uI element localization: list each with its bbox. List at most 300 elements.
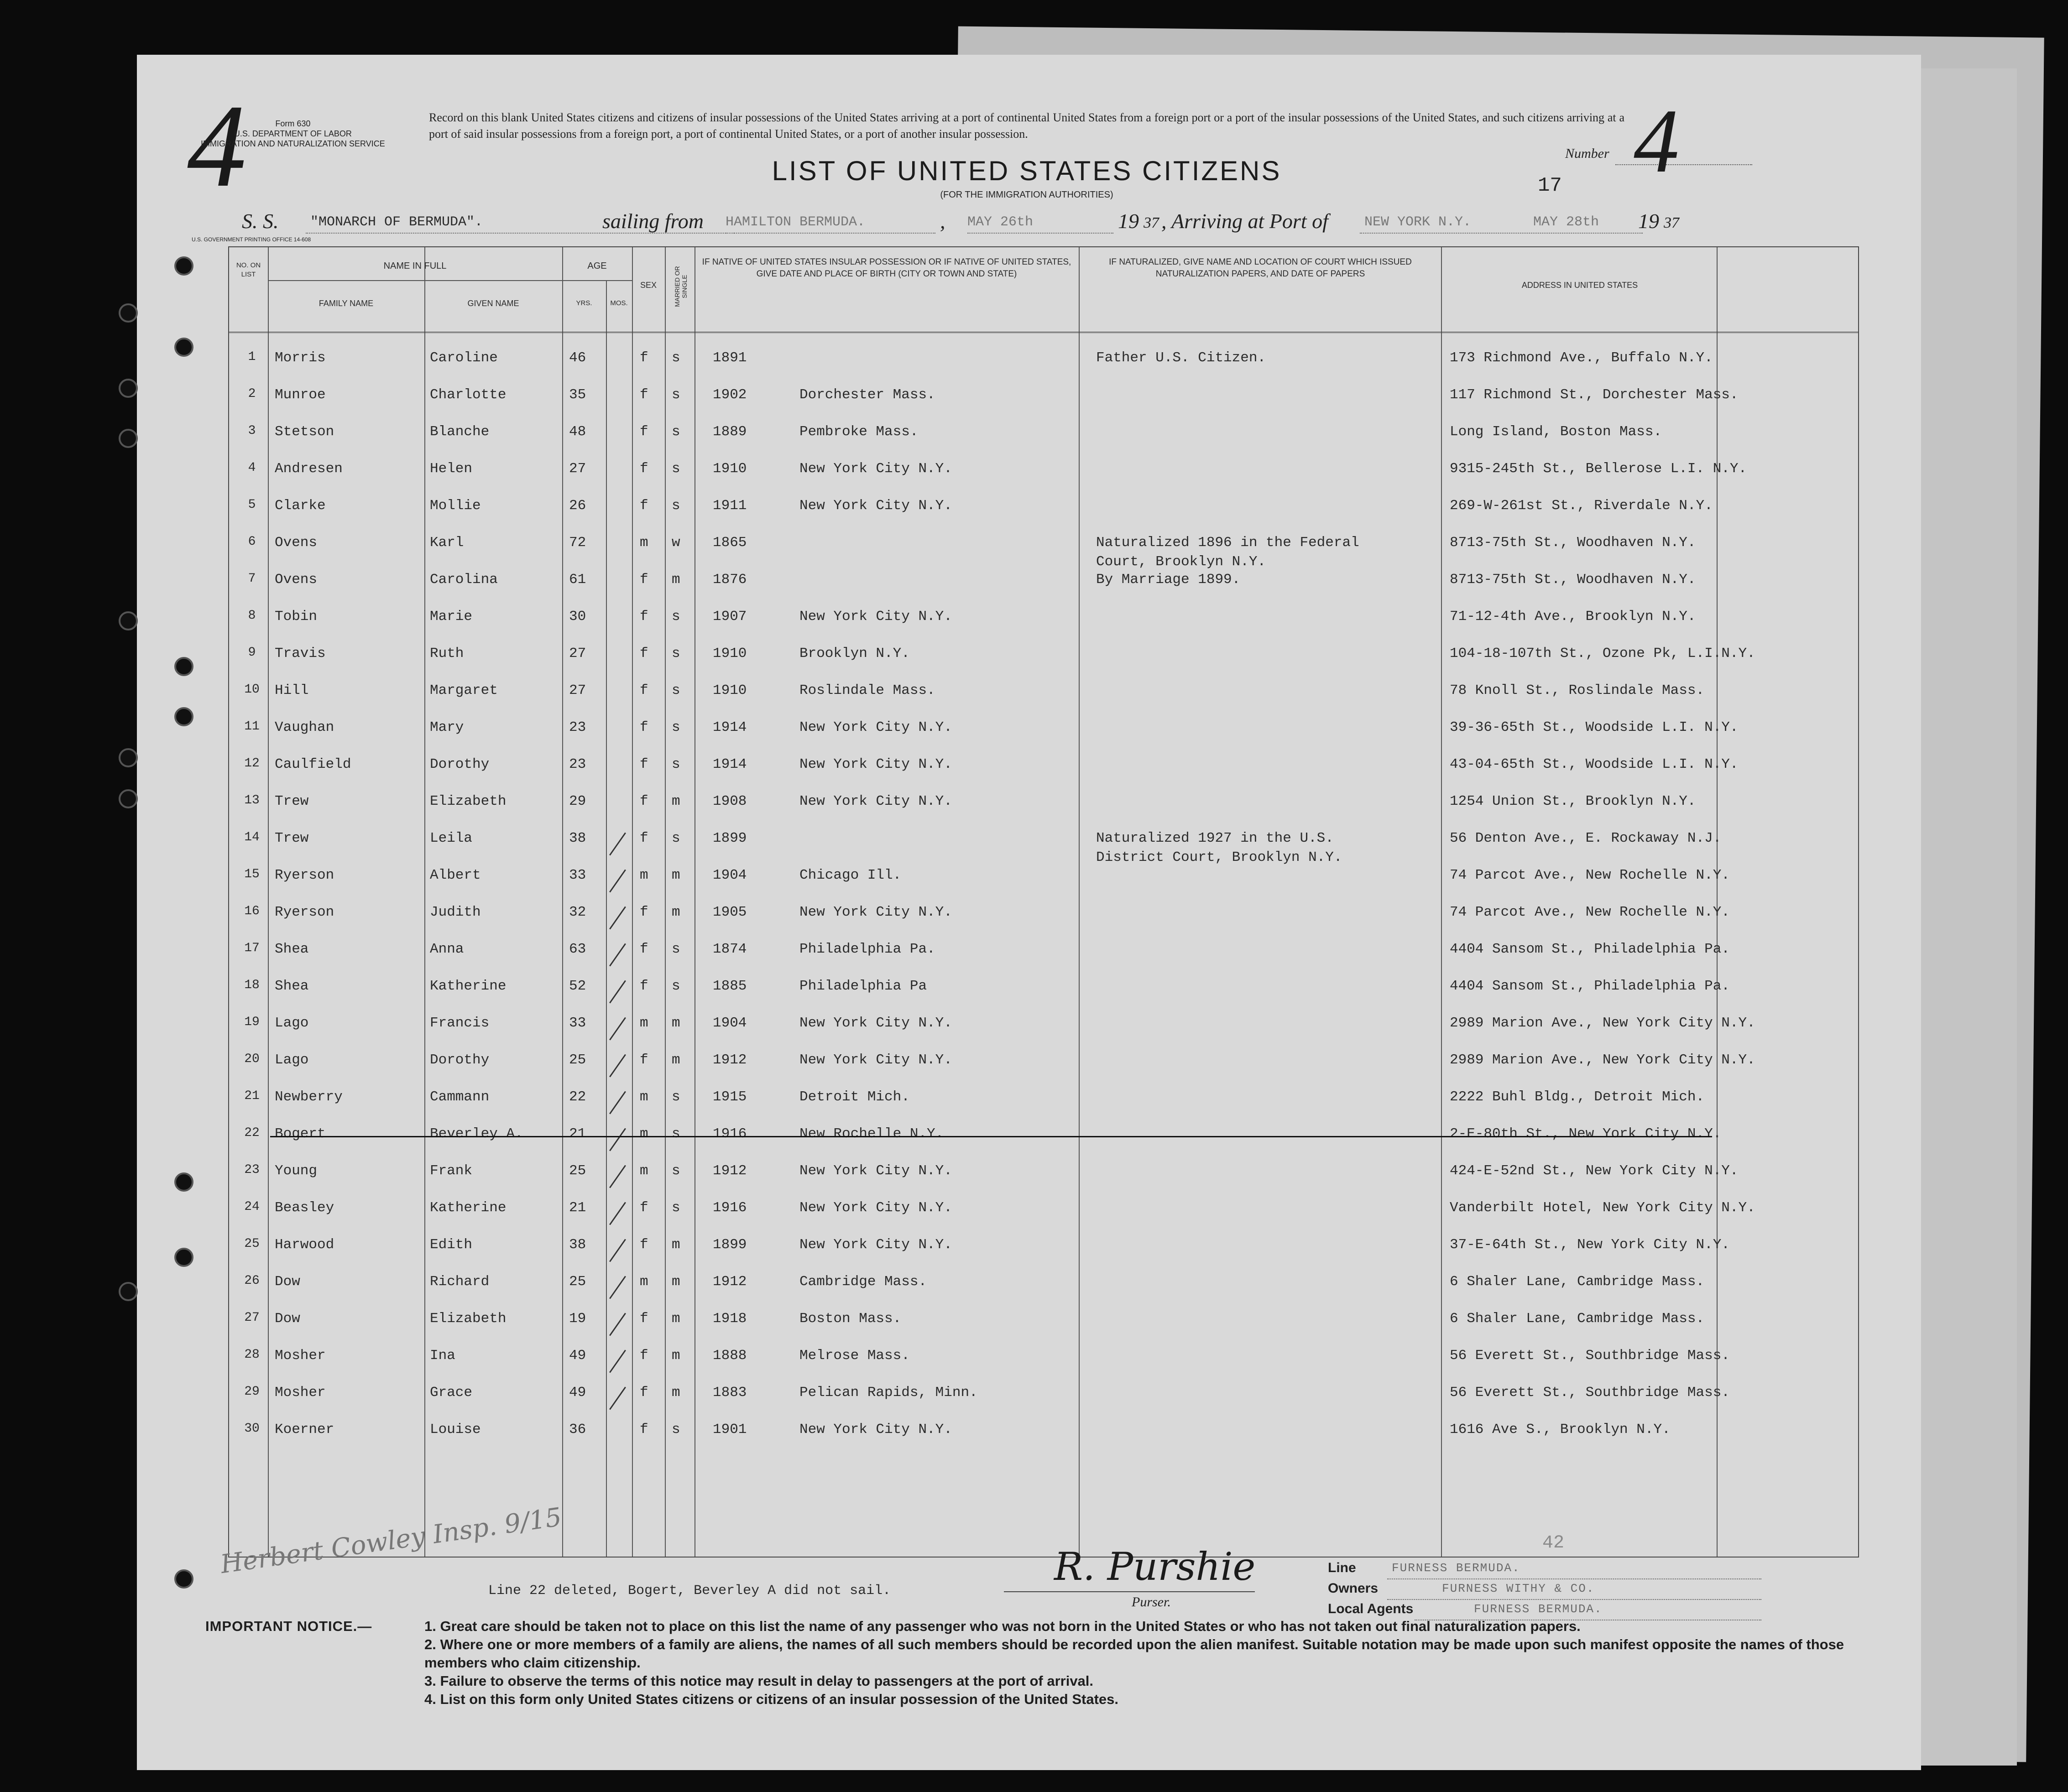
sex: f <box>640 793 648 809</box>
birth-place: New Rochelle N.Y. <box>799 1126 944 1142</box>
sex: f <box>640 978 648 994</box>
address: 6 Shaler Lane, Cambridge Mass. <box>1450 1311 1705 1327</box>
row-number: 6 <box>248 535 256 549</box>
given-name: Cammann <box>430 1089 490 1105</box>
ditto-mark <box>609 833 626 856</box>
birth-year: 1874 <box>713 941 747 957</box>
ss-label: S. S. <box>242 209 279 233</box>
age-years: 63 <box>569 941 586 957</box>
binder-hole <box>119 379 138 398</box>
marital-status: s <box>672 387 680 403</box>
age-years: 33 <box>569 1015 586 1031</box>
record-instructions: Record on this blank United States citizens and citizens of insular possessions of the United States arriving at a port of continental United States from a foreign port or a port of the insular possessions of the United States, and such citizens arriving at a port of said insular possessions from a foreign port, a port of continental United States, or a port of another insular possession. <box>429 111 1624 141</box>
deletion-note: Line 22 deleted, Bogert, Beverley A did not sail. <box>488 1583 891 1599</box>
naturalization: Naturalized 1927 in the U.S. <box>1096 830 1334 846</box>
birth-year: 1912 <box>713 1052 747 1068</box>
row-number: 13 <box>244 793 260 807</box>
ditto-mark <box>609 1017 626 1041</box>
birth-year: 1876 <box>713 572 747 588</box>
family-name: Shea <box>275 978 309 994</box>
number-label: Number <box>1565 146 1609 161</box>
row-number: 19 <box>244 1015 260 1029</box>
address: 269-W-261st St., Riverdale N.Y. <box>1450 498 1713 514</box>
ship-name: "MONARCH OF BERMUDA". <box>310 214 483 230</box>
table-row <box>229 1422 1858 1458</box>
age-years: 23 <box>569 719 586 735</box>
birth-year: 1914 <box>713 719 747 735</box>
sex: f <box>640 1237 648 1253</box>
age-years: 38 <box>569 1237 586 1253</box>
row-number: 10 <box>244 682 260 697</box>
row-number: 12 <box>244 756 260 771</box>
table-row <box>229 719 1858 756</box>
given-name: Dorothy <box>430 756 490 772</box>
address: 2989 Marion Ave., New York City N.Y. <box>1450 1052 1755 1068</box>
age-years: 26 <box>569 498 586 514</box>
marital-status: s <box>672 350 680 366</box>
table-row <box>229 756 1858 793</box>
age-years: 49 <box>569 1348 586 1364</box>
birth-year: 1902 <box>713 387 747 403</box>
table-row <box>229 867 1858 904</box>
row-number: 9 <box>248 646 256 660</box>
ditto-mark <box>609 1350 626 1373</box>
age-years: 35 <box>569 387 586 403</box>
given-name: Helen <box>430 461 473 477</box>
marital-status: s <box>672 1163 680 1179</box>
age-years: 21 <box>569 1126 586 1142</box>
address: 104-18-107th St., Ozone Pk, L.I.N.Y. <box>1450 646 1755 662</box>
marital-status: m <box>672 1385 680 1401</box>
family-name: Trew <box>275 830 309 846</box>
col-address: ADDRESS IN UNITED STATES <box>1521 281 1638 290</box>
row-number: 23 <box>244 1163 260 1177</box>
document-subtitle: (FOR THE IMMIGRATION AUTHORITIES) <box>940 190 1113 200</box>
row-number: 21 <box>244 1089 260 1103</box>
family-name: Stetson <box>275 424 334 440</box>
given-name: Edith <box>430 1237 473 1253</box>
table-row <box>229 904 1858 941</box>
row-number: 24 <box>244 1200 260 1214</box>
address: 37-E-64th St., New York City N.Y. <box>1450 1237 1730 1253</box>
family-name: Koerner <box>275 1422 334 1438</box>
notice-item: 3. Failure to observe the terms of this notice may result in delay to passengers at the port of arrival. <box>424 1673 1094 1689</box>
family-name: Mosher <box>275 1385 326 1401</box>
birth-place: Melrose Mass. <box>799 1348 910 1364</box>
agents-value: FURNESS BERMUDA. <box>1474 1602 1603 1616</box>
arriving-label: , Arriving at Port of <box>1161 209 1328 233</box>
sex: f <box>640 904 648 920</box>
given-name: Karl <box>430 535 464 551</box>
birth-year: 1914 <box>713 756 747 772</box>
ditto-mark <box>609 906 626 930</box>
birth-place: New York City N.Y. <box>799 719 952 735</box>
binder-hole <box>174 338 193 357</box>
age-years: 29 <box>569 793 586 809</box>
page-number: 17 <box>1538 174 1562 197</box>
row-number: 30 <box>244 1422 260 1436</box>
table-row <box>229 609 1858 645</box>
given-name: Leila <box>430 830 473 846</box>
given-name: Judith <box>430 904 481 920</box>
ditto-mark <box>609 1091 626 1115</box>
binder-hole <box>119 789 138 808</box>
sex: f <box>640 1052 648 1068</box>
number-value: 4 <box>1634 91 1679 192</box>
row-number: 26 <box>244 1274 260 1288</box>
notice-item: 4. List on this form only United States citizens or citizens of an insular possession of the United States. <box>424 1691 1118 1707</box>
row-number: 29 <box>244 1385 260 1399</box>
marital-status: s <box>672 646 680 662</box>
age-years: 32 <box>569 904 586 920</box>
col-naturalized: IF NATURALIZED, GIVE NAME AND LOCATION OF COURT WHICH ISSUED NATURALIZATION PAPERS, AND DATE OF PAPERS <box>1109 257 1412 279</box>
binder-hole <box>174 256 193 276</box>
age-years: 49 <box>569 1385 586 1401</box>
document-title: LIST OF UNITED STATES CITIZENS <box>772 156 1282 186</box>
sex: m <box>640 1163 648 1179</box>
owners-label: Owners <box>1328 1581 1379 1596</box>
arrival-port: NEW YORK N.Y. <box>1364 214 1472 230</box>
col-sex: SEX <box>640 281 657 290</box>
age-years: 72 <box>569 535 586 551</box>
sex: f <box>640 646 648 662</box>
birth-year: 1910 <box>713 682 747 698</box>
row-number: 20 <box>244 1052 260 1066</box>
service-label: IMMIGRATION AND NATURALIZATION SERVICE <box>201 139 385 148</box>
sex: f <box>640 350 648 366</box>
table-row <box>229 1015 1858 1052</box>
given-name: Dorothy <box>430 1052 490 1068</box>
birth-place: Brooklyn N.Y. <box>799 646 910 662</box>
birth-year: 1904 <box>713 867 747 883</box>
given-name: Ina <box>430 1348 455 1364</box>
table-row <box>229 424 1858 460</box>
passenger-table <box>228 246 1859 1558</box>
given-name: Marie <box>430 609 473 625</box>
age-years: 27 <box>569 646 586 662</box>
family-name: Clarke <box>275 498 326 514</box>
address: 78 Knoll St., Roslindale Mass. <box>1450 682 1705 698</box>
row-number: 4 <box>248 461 256 475</box>
given-name: Louise <box>430 1422 481 1438</box>
age-years: 46 <box>569 350 586 366</box>
ditto-mark <box>609 943 626 967</box>
given-name: Charlotte <box>430 387 507 403</box>
binder-hole <box>174 1172 193 1192</box>
printer-imprint: U.S. GOVERNMENT PRINTING OFFICE 14-608 <box>192 236 311 243</box>
family-name: Harwood <box>275 1237 334 1253</box>
family-name: Travis <box>275 646 326 662</box>
marital-status: m <box>672 572 680 588</box>
binder-hole <box>174 1248 193 1267</box>
sex: f <box>640 461 648 477</box>
row-number: 2 <box>248 387 256 401</box>
row-number: 8 <box>248 609 256 623</box>
sex: m <box>640 535 648 551</box>
binder-hole <box>119 748 138 767</box>
departure-port: HAMILTON BERMUDA. <box>726 214 866 230</box>
row-number: 16 <box>244 904 260 918</box>
birth-place: Cambridge Mass. <box>799 1274 927 1290</box>
address: 1616 Ave S., Brooklyn N.Y. <box>1450 1422 1671 1438</box>
departure-year: 37 <box>1144 214 1159 231</box>
age-years: 19 <box>569 1311 586 1327</box>
birth-year: 1889 <box>713 424 747 440</box>
marital-status: m <box>672 1311 680 1327</box>
given-name: Caroline <box>430 350 498 366</box>
age-years: 23 <box>569 756 586 772</box>
age-years: 25 <box>569 1274 586 1290</box>
col-family-name: FAMILY NAME <box>319 299 374 308</box>
age-years: 30 <box>569 609 586 625</box>
inspector-signature: Herbert Cowley Insp. 9/15 <box>219 1502 564 1580</box>
table-row <box>229 1089 1858 1125</box>
departure-date-line <box>967 233 1113 234</box>
sailing-label: sailing from <box>602 209 704 233</box>
sex: f <box>640 424 648 440</box>
marital-status: s <box>672 830 680 846</box>
address: 74 Parcot Ave., New Rochelle N.Y. <box>1450 904 1730 920</box>
table-row <box>229 498 1858 534</box>
departure-date: MAY 26th <box>967 214 1034 230</box>
marital-status: m <box>672 1237 680 1253</box>
sex: f <box>640 830 648 846</box>
table-row <box>229 572 1858 608</box>
table-row <box>229 793 1858 830</box>
family-name: Lago <box>275 1015 309 1031</box>
address: 56 Denton Ave., E. Rockaway N.J. <box>1450 830 1722 846</box>
table-row <box>229 941 1858 978</box>
col-yrs: YRS. <box>576 299 592 307</box>
sex: f <box>640 609 648 625</box>
agents-label: Local Agents <box>1328 1601 1414 1616</box>
binder-hole <box>119 303 138 323</box>
marital-status: m <box>672 1015 680 1031</box>
given-name: Elizabeth <box>430 1311 507 1327</box>
sex: m <box>640 867 648 883</box>
row-number: 5 <box>248 498 256 512</box>
naturalization-cont: Court, Brooklyn N.Y. <box>1096 554 1266 570</box>
address: 4404 Sansom St., Philadelphia Pa. <box>1450 978 1730 994</box>
birth-year: 1899 <box>713 1237 747 1253</box>
family-name: Ryerson <box>275 867 334 883</box>
birth-place: Boston Mass. <box>799 1311 902 1327</box>
given-name: Carolina <box>430 572 498 588</box>
family-name: Ovens <box>275 572 318 588</box>
table-row <box>229 1237 1858 1273</box>
family-name: Beasley <box>275 1200 334 1216</box>
birth-year: 1907 <box>713 609 747 625</box>
birth-year: 1910 <box>713 646 747 662</box>
binder-hole <box>119 611 138 630</box>
age-years: 61 <box>569 572 586 588</box>
age-years: 25 <box>569 1163 586 1179</box>
age-years: 36 <box>569 1422 586 1438</box>
birth-year: 1901 <box>713 1422 747 1438</box>
family-name: Newberry <box>275 1089 343 1105</box>
ditto-mark <box>609 1313 626 1336</box>
table-row <box>229 830 1858 867</box>
table-row <box>229 1348 1858 1384</box>
family-name: Ryerson <box>275 904 334 920</box>
marital-status: m <box>672 793 680 809</box>
departure-year-prefix: 19 <box>1118 209 1139 233</box>
age-years: 38 <box>569 830 586 846</box>
given-name: Frank <box>430 1163 473 1179</box>
birth-year: 1888 <box>713 1348 747 1364</box>
family-name: Caulfield <box>275 756 351 772</box>
ditto-mark <box>609 1128 626 1151</box>
col-given-name: GIVEN NAME <box>467 299 519 308</box>
given-name: Katherine <box>430 1200 507 1216</box>
marital-status: s <box>672 719 680 735</box>
address: 56 Everett St., Southbridge Mass. <box>1450 1348 1730 1364</box>
address: 2222 Buhl Bldg., Detroit Mich. <box>1450 1089 1705 1105</box>
address: 56 Everett St., Southbridge Mass. <box>1450 1385 1730 1401</box>
age-years: 33 <box>569 867 586 883</box>
naturalization-cont: District Court, Brooklyn N.Y. <box>1096 849 1342 865</box>
purser-label: Purser. <box>1132 1594 1171 1610</box>
marital-status: s <box>672 682 680 698</box>
table-row <box>229 1052 1858 1089</box>
notice-item: 1. Great care should be taken not to place on this list the name of any passenger who was not born in the United States or who has not taken out final naturalization papers. <box>424 1618 1581 1634</box>
birth-place: New York City N.Y. <box>799 1052 952 1068</box>
marital-status: s <box>672 978 680 994</box>
table-row <box>229 1274 1858 1310</box>
birth-place: New York City N.Y. <box>799 1422 952 1438</box>
binder-hole <box>174 657 193 676</box>
col-married-single: MARRIED OR SINGLE <box>674 266 688 307</box>
address: 71-12-4th Ave., Brooklyn N.Y. <box>1450 609 1696 625</box>
family-name: Shea <box>275 941 309 957</box>
birth-year: 1883 <box>713 1385 747 1401</box>
marital-status: s <box>672 1089 680 1105</box>
birth-place: New York City N.Y. <box>799 1163 952 1179</box>
family-name: Andresen <box>275 461 343 477</box>
sex: f <box>640 572 648 588</box>
given-name: Albert <box>430 867 481 883</box>
age-years: 27 <box>569 461 586 477</box>
birth-year: 1911 <box>713 498 747 514</box>
table-row <box>229 1311 1858 1347</box>
age-years: 27 <box>569 682 586 698</box>
arrival-port-line <box>1360 233 1643 234</box>
binder-hole <box>174 1569 193 1589</box>
birth-place: New York City N.Y. <box>799 793 952 809</box>
address: 173 Richmond Ave., Buffalo N.Y. <box>1450 350 1713 366</box>
address: 8713-75th St., Woodhaven N.Y. <box>1450 535 1696 551</box>
address: 43-04-65th St., Woodside L.I. N.Y. <box>1450 756 1739 772</box>
address: 6 Shaler Lane, Cambridge Mass. <box>1450 1274 1705 1290</box>
birth-year: 1885 <box>713 978 747 994</box>
table-row <box>229 387 1858 423</box>
marital-status: s <box>672 609 680 625</box>
given-name: Francis <box>430 1015 490 1031</box>
ditto-mark <box>609 1202 626 1225</box>
manifest-sheet: 4 Form 630 U.S. DEPARTMENT OF LABOR IMMIGRATION AND NATURALIZATION SERVICE Record on this blank United States citizens and citizens of insular possessions of the United States arriving at a port of continental United States from a foreign port or a port of the insular possessions of the United States, and such citizens arriving at a port of said insular possessions from a foreign port, a port of continental United States, or a port of another insular possession. Number 4 LIST OF UNITED STATES CITIZENS (FOR THE IMMIGRATION AUTHORITIES) 17 S. S. "MONARCH OF BERMUDA". sailing from HAMILTON BERMUDA. , MAY 26th 19 37 , Arriving at Port of NEW YORK N.Y. MAY 28th 19 37 U.S. GOVERNMENT PRINTING OFFICE 14-608 NO. ON LIST NAME IN FULL FAMILY NAME GIVEN NAME AGE YRS. MOS. SEX MARRIED OR SINGLE IF NATIVE OF UNITED STATES INSULAR POSSESSION OR IF NATIVE OF UNITED STATES, GIVE DATE AND PLACE OF BIRTH (CITY OR TOWN AND STATE) IF NATURALIZED, GIVE NAME AND LOCATION OF COURT WHICH ISSUED NATURALIZATION PAPERS, AND DATE OF PAPERS ADDRESS IN UNITED STATES 1 Morris Caroline 46 f s 1891 Father U.S. Citizen. 173 Richmond Ave., Buffalo N.Y. 2 Munroe Charlotte 35 f s 1902 Dorchester Mass. 117 Richmond St., Dorchester Mass. 3 Stetson Blanche 48 f s 1889 Pembroke Mass. Long Island, Boston Mass. 4 Andresen Helen 27 f s 1910 New York City N.Y. 9315-245th St., Bellerose L.I. N.Y. 5 Clarke Mollie 26 f s 1911 New York City N.Y. 269-W-261st St., Riverdale N.Y. 6 Ovens Karl 72 m w 1865 Naturalized 1896 in the Federal 8713-75th St., Woodhaven N.Y. Court, Brooklyn N.Y. 7 Ovens Carolina 61 f m 1876 By Marriage 1899. 8713-75th St., Woodhaven N.Y. 8 Tobin Marie 30 f s 1907 New York City N.Y. 71-12-4th Ave., Brooklyn N.Y. 9 Travis Ruth 27 f s 1910 Brooklyn N.Y. 104-18-107th St., Ozone Pk, L.I.N.Y. 10 Hill Margaret 27 f s 1910 Roslindale Mass. 78 Knoll St., Roslindale Mass. 11 Vaughan Mary 23 f s 1914 New York City N.Y. 39-36-65th St., Woodside L.I. N.Y. 12 Caulfield Dorothy 23 f s 1914 New York City N.Y. 43-04-65th St., Woodside L.I. N.Y. 13 Trew Elizabeth 29 f m 1908 New York City N.Y. 1254 Union St., Brooklyn N.Y. 14 Trew Leila 38 f s 1899 Naturalized 1927 in the U.S. 56 Denton Ave., E. Rockaway N.J. District Court, Brooklyn N.Y. 15 Ryerson Albert 33 m m 1904 Chicago Ill. 74 Parcot Ave., New Rochelle N.Y. 16 Ryerson Judith 32 f m 1905 New York City N.Y. 74 Parcot Ave., New Rochelle N.Y. 17 Shea Anna 63 f s 1874 Philadelphia Pa. 4404 Sansom St., Philadelphia Pa. 18 Shea Katherine 52 f s 1885 Philadelphia Pa 4404 Sansom St., Philadelphia Pa. 19 Lago Francis 33 m m 1904 New York City N.Y. 2989 Marion Ave., New York City N.Y. 20 Lago Dorothy 25 f m 1912 New York City N.Y. 2989 Marion Ave., New York City N.Y. 21 Newberry Cammann 22 m s 1915 Detroit Mich. 2222 Buhl Bldg., Detroit Mich. 22 Bogert Beverley A. 21 m s 1916 New Rochelle N.Y. 2-E-80th St., New York City N.Y. 23 Young Frank 25 m s 1912 New York City N.Y. 424-E-52nd St., New York City N.Y. 24 Beasley Katherine 21 f s 1916 New York City N.Y. Vanderbilt Hotel, New York City N.Y. 25 Harwood Edith 38 f m 1899 New York City N.Y. 37-E-64th St., New York City N.Y. 26 Dow Richard 25 m m 1912 Cambridge Mass. 6 Shaler Lane, Cambridge Mass. 27 Dow Elizabeth 19 f m 1918 Boston Mass. 6 Shaler Lane, Cambridge Mass. 28 Mosher Ina 49 f m 1888 Melrose Mass. 56 Everett St., Southbridge Mass. 29 Mosher Grace 49 f m 1883 Pelican Rapids, Minn. 56 Everett St., Southbridge Mass. 30 Koerner Louise 36 f s 1901 New York City N.Y. 1616 Ave S., Brooklyn N.Y. Herbert Cowley Insp. 9/15 Line 22 deleted, Bogert, Beverley A did not sail. R. Purshie Purser. 42 Line FURNESS BERMUDA. Owners FURNESS WITHY & CO. Local Agents FURNESS BERMUDA. IMPORTANT NOTICE.— 1. Great care should be taken not to place on this list the name of any passenger who was not born in the United States or who has not taken out final naturalization papers. 2. Where one or more members of a family are aliens, the names of all such members should be recorded upon the alien manifest. Suitable notation may be made upon such manifest opposite the names of those members who claim citizenship. 3. Failure to observe the terms of this notice may result in delay to passengers at the port of arrival. 4. List on this form only United States citizens or citizens of an insular possession of the United States. <box>137 55 1921 1770</box>
birth-year: 1891 <box>713 350 747 366</box>
ditto-mark <box>609 1276 626 1299</box>
marital-status: s <box>672 424 680 440</box>
birth-place: Philadelphia Pa <box>799 978 927 994</box>
ditto-mark <box>609 1239 626 1262</box>
birth-year: 1865 <box>713 535 747 551</box>
birth-place: New York City N.Y. <box>799 1015 952 1031</box>
arrival-year: 37 <box>1664 214 1679 231</box>
binder-hole <box>174 707 193 726</box>
table-row <box>229 461 1858 497</box>
marital-status: s <box>672 941 680 957</box>
marital-status: s <box>672 1126 680 1142</box>
sex: m <box>640 1089 648 1105</box>
birth-place: New York City N.Y. <box>799 498 952 514</box>
family-name: Young <box>275 1163 318 1179</box>
strike-through-line <box>270 1136 1712 1137</box>
birth-year: 1916 <box>713 1126 747 1142</box>
sex: f <box>640 682 648 698</box>
address: 424-E-52nd St., New York City N.Y. <box>1450 1163 1739 1179</box>
birth-place: New York City N.Y. <box>799 904 952 920</box>
sex: m <box>640 1015 648 1031</box>
table-row <box>229 1163 1858 1199</box>
birth-place: New York City N.Y. <box>799 461 952 477</box>
arrival-year-prefix: 19 <box>1638 209 1659 233</box>
birth-year: 1899 <box>713 830 747 846</box>
sex: f <box>640 1385 648 1401</box>
age-years: 21 <box>569 1200 586 1216</box>
sex: f <box>640 498 648 514</box>
row-number: 22 <box>244 1126 260 1140</box>
sex: f <box>640 719 648 735</box>
sex: f <box>640 1311 648 1327</box>
address: 2-E-80th St., New York City N.Y. <box>1450 1126 1722 1142</box>
given-name: Grace <box>430 1385 473 1401</box>
birth-year: 1904 <box>713 1015 747 1031</box>
sex: f <box>640 941 648 957</box>
table-row <box>229 682 1858 719</box>
naturalization: Father U.S. Citizen. <box>1096 350 1266 366</box>
marital-status: s <box>672 461 680 477</box>
sex: f <box>640 756 648 772</box>
row-number: 17 <box>244 941 260 955</box>
marital-status: w <box>672 535 680 551</box>
col-mos: MOS. <box>610 299 628 307</box>
address: 117 Richmond St., Dorchester Mass. <box>1450 387 1739 403</box>
birth-year: 1910 <box>713 461 747 477</box>
birth-year: 1912 <box>713 1274 747 1290</box>
given-name: Ruth <box>430 646 464 662</box>
table-row <box>229 350 1858 386</box>
given-name: Mary <box>430 719 464 735</box>
notice-item: 2. Where one or more members of a family are aliens, the names of all such members should be recorded upon the alien manifest. Suitable notation may be made upon such manifest opposite the names of those members who claim citizenship. <box>424 1636 1844 1671</box>
family-name: Morris <box>275 350 326 366</box>
birth-year: 1905 <box>713 904 747 920</box>
line-label: Line <box>1328 1560 1356 1575</box>
marital-status: m <box>672 904 680 920</box>
sex: m <box>640 1126 648 1142</box>
marital-status: m <box>672 867 680 883</box>
given-name: Elizabeth <box>430 793 507 809</box>
marital-status: s <box>672 1422 680 1438</box>
family-name: Dow <box>275 1311 300 1327</box>
given-name: Blanche <box>430 424 490 440</box>
row-number: 28 <box>244 1348 260 1362</box>
given-name: Margaret <box>430 682 498 698</box>
col-age: AGE <box>587 261 607 271</box>
form-header-block <box>201 119 385 149</box>
birth-place: New York City N.Y. <box>799 1200 952 1216</box>
birth-year: 1915 <box>713 1089 747 1105</box>
